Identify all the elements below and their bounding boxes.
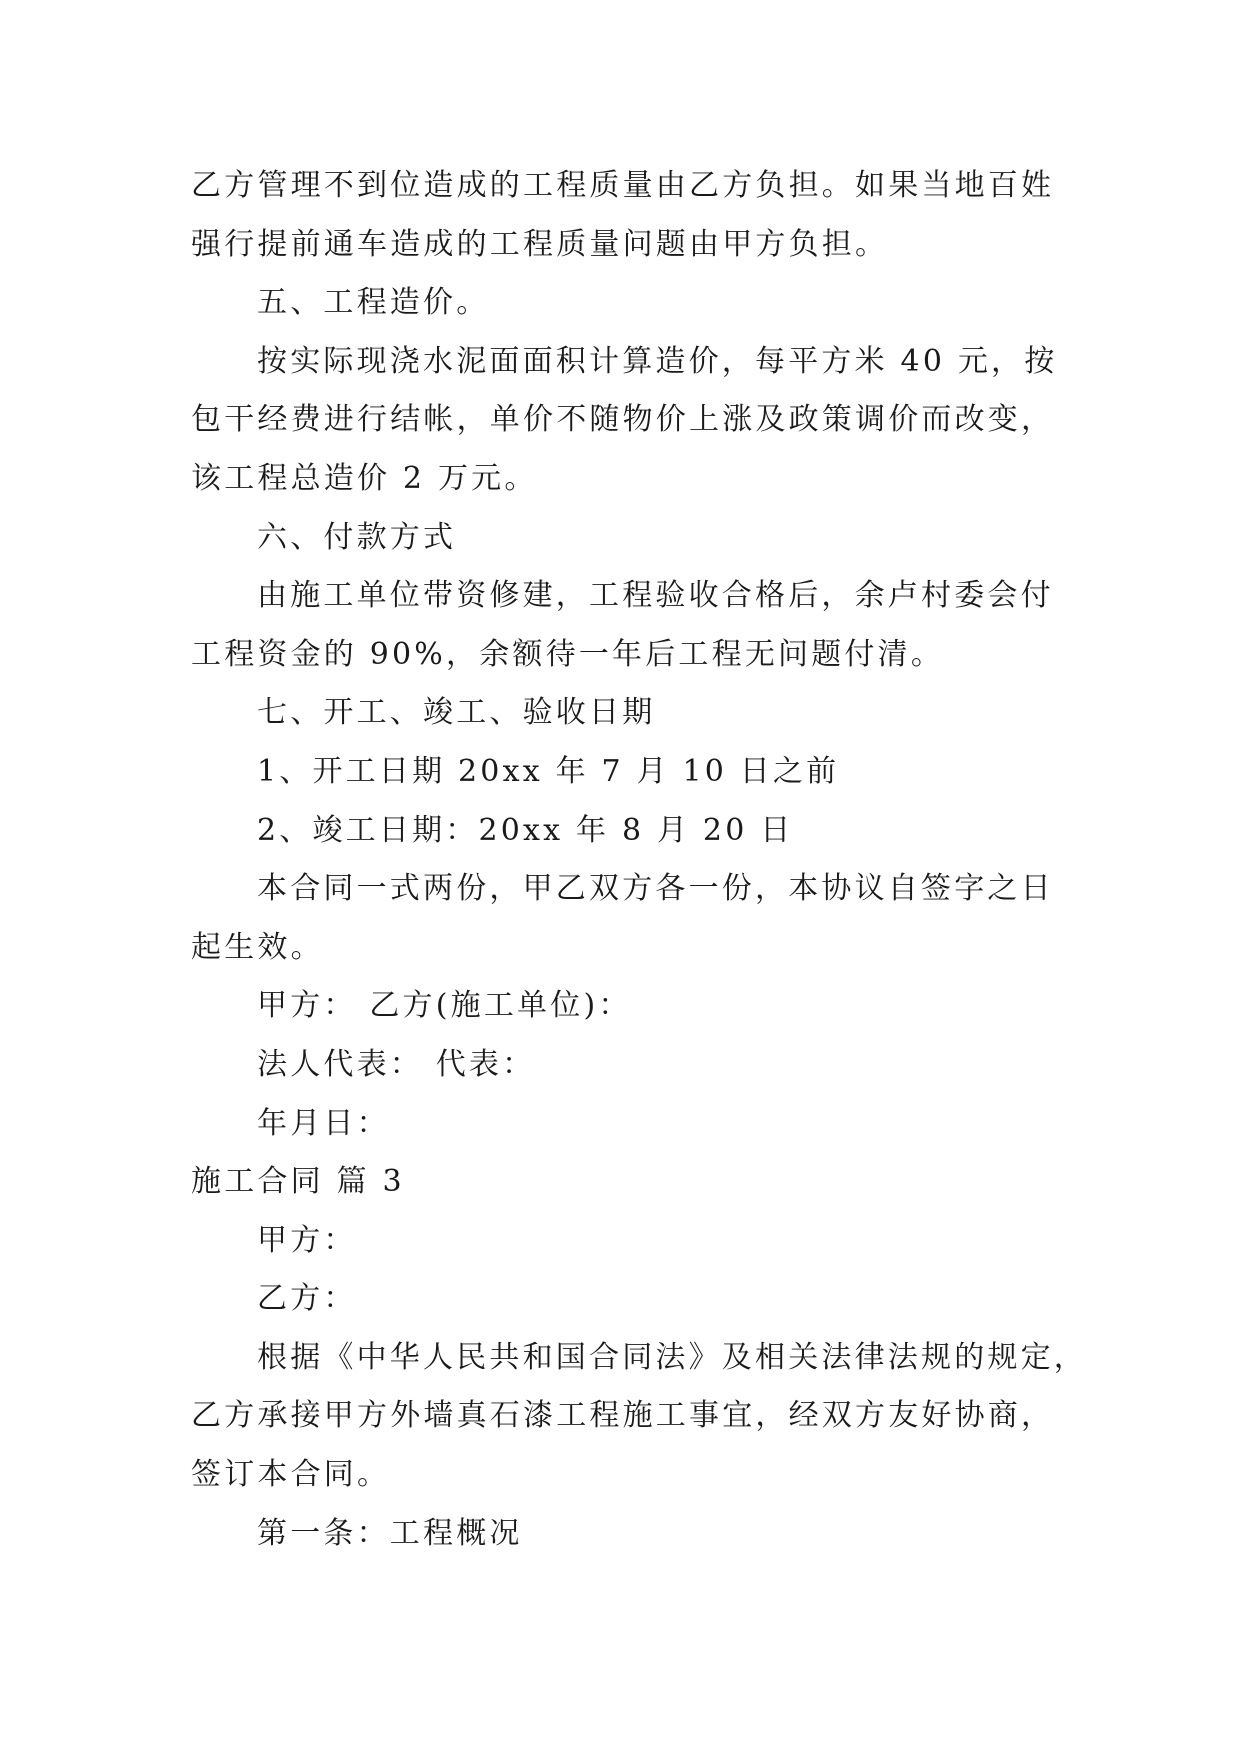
text-line: 乙方承接甲方外墙真石漆工程施工事宜，经双方友好协商，	[191, 1398, 1055, 1434]
text-line: 由施工单位带资修建，工程验收合格后，余卢村委会付	[257, 578, 1054, 614]
text-line: 起生效。	[191, 929, 324, 965]
text-line: 法人代表： 代表：	[257, 1046, 536, 1082]
text-line: 1、开工日期 20xx 年 7 月 10 日之前	[257, 753, 840, 789]
text-line: 工程资金的 90%，余额待一年后工程无问题付清。	[191, 636, 945, 672]
text-line: 七、开工、竣工、验收日期	[257, 695, 656, 731]
text-line: 六、付款方式	[257, 519, 457, 555]
text-line: 该工程总造价 2 万元。	[191, 460, 538, 496]
text-line: 乙方：	[257, 1281, 357, 1317]
text-line: 签订本合同。	[191, 1457, 391, 1493]
text-line: 乙方管理不到位造成的工程质量由乙方负担。如果当地百姓	[191, 168, 1055, 203]
text-line: 五、工程造价。	[257, 285, 490, 321]
text-line: 本合同一式两份，甲乙双方各一份，本协议自签字之日	[257, 871, 1054, 907]
document-body	[191, 157, 1087, 1563]
text-line: 甲方：	[257, 1222, 357, 1258]
text-line: 按实际现浇水泥面面积计算造价，每平方米 40 元，按	[257, 343, 1058, 379]
text-line: 年月日：	[257, 1105, 390, 1141]
text-line: 2、竣工日期：20xx 年 8 月 20 日	[257, 812, 794, 848]
text-line: 甲方： 乙方(施工单位)：	[257, 988, 632, 1024]
text-line: 施工合同 篇 3	[191, 1164, 405, 1200]
text-line: 强行提前通车造成的工程质量问题由甲方负担。	[191, 226, 889, 262]
text-line: 包干经费进行结帐，单价不随物价上涨及政策调价而改变，	[191, 402, 1055, 438]
text-line: 第一条：工程概况	[257, 1515, 523, 1551]
text-line: 根据《中华人民共和国合同法》及相关法律法规的规定，	[257, 1339, 1087, 1375]
